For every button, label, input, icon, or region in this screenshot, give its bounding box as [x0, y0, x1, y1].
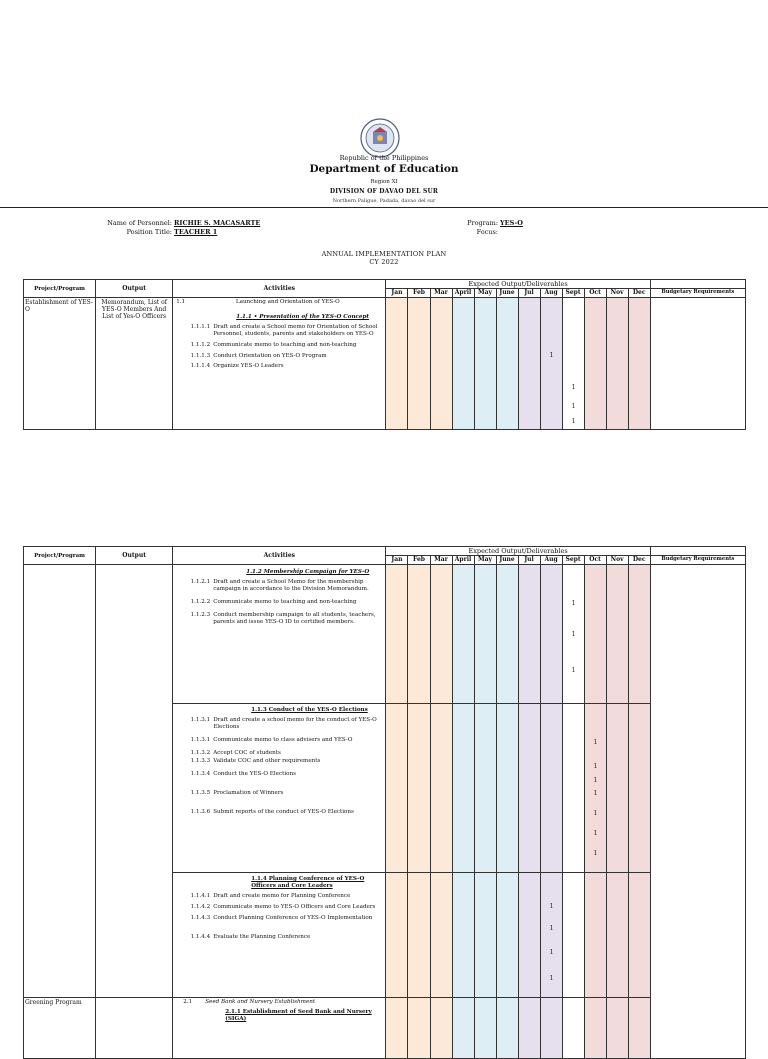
deliverable-mark: 1	[593, 830, 598, 837]
deliverable-mark: 1	[593, 777, 598, 784]
activity-line	[176, 324, 382, 338]
activity-number: 1.1.2.2	[190, 599, 211, 605]
month-cell	[430, 704, 452, 873]
activity-text: Draft and create a School Memo for the membership campaign in accordance to the Division Memorandum.	[213, 579, 369, 592]
activity-line	[176, 790, 382, 797]
activity-number: 1.1.3.2	[190, 750, 211, 756]
month-cell	[606, 298, 628, 430]
project-cell: Establishment of YES-O	[24, 298, 96, 430]
month-cell	[540, 298, 562, 430]
activity-text: Conduct Orientation on YES-O Program	[213, 353, 327, 359]
subactivity-heading: 2.1.1 Establishment of Seed Bank and Nursery (SIGA)	[225, 1009, 372, 1022]
month-cell	[540, 704, 562, 873]
col-expected: Expected Output/Deliverables	[386, 547, 650, 556]
month-cell	[584, 873, 606, 998]
month-header: Aug	[540, 289, 562, 298]
activity-number: 1.1.4.4	[190, 934, 211, 940]
deliverable-mark: 1	[571, 631, 576, 638]
activity-number: 1.1.3.1	[190, 737, 211, 743]
month-cell	[408, 704, 430, 873]
plan-title: ANNUAL IMPLEMENTATION PLAN	[321, 250, 447, 258]
month-cell	[386, 298, 408, 430]
col-output: Output	[96, 280, 173, 298]
activity-line	[176, 934, 382, 941]
month-cell	[452, 565, 474, 704]
activity-line	[176, 737, 382, 744]
month-cell	[496, 704, 518, 873]
deliverable-mark: 1	[593, 850, 598, 857]
deliverable-mark: 1	[593, 739, 598, 746]
month-cell	[628, 704, 650, 873]
personnel-value: RICHIE S. MACASARTE	[174, 219, 261, 227]
month-cell	[628, 998, 650, 1059]
activity-text: Proclamation of Winners	[213, 790, 284, 796]
activity-line	[176, 579, 382, 593]
activity-line	[176, 717, 382, 731]
col-activities: Activities	[173, 280, 386, 298]
section-21-row	[24, 998, 746, 1059]
month-cell	[452, 298, 474, 430]
project-cell: Greening Program	[24, 998, 96, 1059]
month-header: May	[474, 289, 496, 298]
month-cell	[584, 998, 606, 1059]
activity-text: Communicate memo to teaching and non-teaching	[213, 599, 357, 605]
month-header: June	[496, 289, 518, 298]
deliverable-mark: 1	[549, 925, 554, 932]
month-cell	[452, 998, 474, 1059]
month-header: Nov	[606, 289, 628, 298]
activity-text: Organize YES-O Leaders	[213, 363, 284, 369]
col-output: Output	[96, 547, 173, 565]
col-budget: Budgetary Requirements	[650, 556, 745, 565]
activity-number: 1.1.1.1	[190, 324, 211, 330]
activity-text: Draft and create a School memo for Orientation of School Personnel, students, parents and stakeholders on YES-O	[213, 324, 378, 337]
month-cell	[584, 704, 606, 873]
section-heading: 1.1.4 Planning Conference of YES-O Officers and Core Leaders	[251, 876, 365, 889]
month-cell	[628, 873, 650, 998]
deped-seal-icon	[360, 118, 400, 158]
region-text: Region XI	[370, 179, 398, 185]
month-cell	[430, 998, 452, 1059]
month-header: Mar	[430, 556, 452, 565]
activity-text: Conduct the YES-O Elections	[213, 771, 296, 777]
month-cell	[386, 998, 408, 1059]
month-cell	[408, 873, 430, 998]
col-project: Project/Program	[24, 280, 96, 298]
activity-line	[176, 363, 382, 370]
output-cell: Memorandum, List of YES-O Members And List of Yes-O Officers	[96, 298, 173, 430]
month-header: Nov	[606, 556, 628, 565]
deliverable-mark: 1	[571, 600, 576, 607]
activity-line	[176, 915, 382, 922]
deliverable-mark: 1	[593, 810, 598, 817]
activity-number: 1.1.3.5	[190, 790, 211, 796]
month-cell	[408, 565, 430, 704]
activity-line	[176, 342, 382, 349]
month-header: Sept	[562, 289, 584, 298]
month-cell	[518, 998, 540, 1059]
month-header: Oct	[584, 556, 606, 565]
month-cell	[562, 704, 584, 873]
month-cell	[584, 298, 606, 430]
activity-text: Communicate memo to teaching and non-teaching	[213, 342, 357, 348]
month-cell	[430, 873, 452, 998]
month-cell	[496, 873, 518, 998]
month-cell	[430, 298, 452, 430]
month-header: Mar	[430, 289, 452, 298]
month-header: Feb	[408, 289, 430, 298]
activity-text: Evaluate the Planning Conference	[213, 934, 311, 940]
month-cell	[452, 704, 474, 873]
activities-cell	[173, 298, 386, 430]
activity-number: 1.1.1.4	[190, 363, 211, 369]
deliverable-mark: 1	[549, 975, 554, 982]
activity-number: 1.1.2.1	[190, 579, 211, 585]
activity-number: 1.1.2.3	[190, 612, 211, 618]
activity-text: Seed Bank and Nursery Establishment	[205, 999, 316, 1005]
activity-number: 1.1.1.3	[190, 353, 211, 359]
program-value: YES-O	[500, 219, 523, 227]
activity-text: Communicate memo to class advisers and YES-O	[213, 737, 353, 743]
month-cell	[430, 565, 452, 704]
month-header: April	[452, 289, 474, 298]
month-cell	[386, 565, 408, 704]
month-cell	[606, 565, 628, 704]
month-header: Jan	[386, 556, 408, 565]
subactivity-heading: 1.1.1 • Presentation of the YES-O Concept	[236, 314, 369, 320]
deliverable-mark: 1	[593, 790, 598, 797]
col-expected: Expected Output/Deliverables	[386, 280, 650, 289]
activity-number: 1.1.4.1	[190, 893, 211, 899]
activity-line	[176, 353, 382, 360]
deliverable-mark: 1	[571, 403, 576, 410]
deliverable-mark: 1	[593, 763, 598, 770]
activity-number: 1.1.3.3	[190, 758, 211, 764]
activity-line	[176, 599, 382, 606]
activity-text: Conduct Planning Conference of YES-O Implementation	[213, 915, 373, 921]
plan-table-2	[23, 546, 746, 1059]
deliverable-mark: 1	[549, 949, 554, 956]
deliverable-mark: 1	[549, 352, 554, 359]
activity-number: 1.1.4.2	[190, 904, 211, 910]
activity-line	[176, 758, 382, 765]
program-label: Program:	[467, 219, 498, 227]
address-text: Northern Paligue, Padada, davao del sur	[332, 198, 436, 204]
month-cell	[474, 298, 496, 430]
activity-number: 1.1.3.1	[190, 717, 211, 723]
month-cell	[386, 873, 408, 998]
activity-number: 1.1	[176, 299, 186, 305]
activity-line	[176, 809, 382, 816]
month-cell	[562, 565, 584, 704]
activity-number: 1.1.1.2	[190, 342, 211, 348]
position-label: Position Title:	[126, 228, 172, 236]
activity-text: Draft and create a school memo for the conduct of YES-O Elections	[213, 717, 377, 730]
month-cell	[562, 998, 584, 1059]
month-cell	[518, 704, 540, 873]
month-cell	[386, 704, 408, 873]
activity-number: 1.1.3.6	[190, 809, 211, 815]
deliverable-mark: 1	[549, 903, 554, 910]
deliverable-mark: 1	[571, 384, 576, 391]
position-value: TEACHER 1	[174, 228, 218, 236]
col-budget: Budgetary Requirements	[650, 289, 745, 298]
month-cell	[540, 998, 562, 1059]
month-header: Jan	[386, 289, 408, 298]
division-text: DIVISION OF DAVAO DEL SUR	[329, 188, 439, 195]
department-title: Department of Education	[309, 163, 459, 175]
month-header: Oct	[584, 289, 606, 298]
month-cell	[562, 873, 584, 998]
month-header: May	[474, 556, 496, 565]
month-cell	[474, 565, 496, 704]
month-cell	[474, 998, 496, 1059]
month-cell	[518, 565, 540, 704]
activity-text: Launching and Orientation of YES-O	[235, 299, 340, 305]
activity-text: Conduct membership campaign to all students, teachers, parents and issue YES-O ID to certified members.	[213, 612, 376, 625]
activity-line	[176, 893, 382, 900]
section-112-row	[24, 565, 746, 704]
month-header: June	[496, 556, 518, 565]
activity-text: Submit reports of the conduct of YES-O Elections	[213, 809, 354, 815]
activity-line	[176, 750, 382, 757]
month-header: Jul	[518, 289, 540, 298]
month-cell	[628, 298, 650, 430]
republic-text: Republic of the Philippines	[339, 154, 429, 162]
month-cell	[606, 998, 628, 1059]
month-cell	[474, 704, 496, 873]
section-heading: 1.1.3 Conduct of the YES-O Elections	[251, 707, 368, 713]
activity-text: Validate COC and other requirements	[213, 758, 321, 764]
month-header: Feb	[408, 556, 430, 565]
focus-label: Focus:	[476, 228, 498, 236]
month-cell	[628, 565, 650, 704]
activity-text: Accept COC of students	[213, 750, 281, 756]
month-header: Aug	[540, 556, 562, 565]
deliverable-mark: 1	[571, 418, 576, 425]
plan-table-1	[23, 279, 746, 430]
month-cell	[606, 704, 628, 873]
budget-cell	[650, 565, 745, 1059]
activity-line	[176, 612, 382, 626]
month-cell	[540, 565, 562, 704]
month-cell	[452, 873, 474, 998]
month-header: April	[452, 556, 474, 565]
activity-number: 1.1.3.4	[190, 771, 211, 777]
month-header: Jul	[518, 556, 540, 565]
activity-text: Communicate memo to YES-O Officers and Core Leaders	[213, 904, 376, 910]
month-cell	[496, 565, 518, 704]
month-header: Dec	[628, 556, 650, 565]
month-cell	[540, 873, 562, 998]
activity-number: 2.1	[183, 999, 193, 1005]
month-header: Dec	[628, 289, 650, 298]
col-activities: Activities	[173, 547, 386, 565]
plan-year: CY 2022	[369, 258, 399, 266]
month-cell	[562, 298, 584, 430]
activity-number: 1.1.4.3	[190, 915, 211, 921]
month-cell	[408, 298, 430, 430]
section-heading: 1.1.2 Membership Campaign for YES-O	[246, 569, 370, 575]
personnel-label: Name of Personnel:	[107, 219, 172, 227]
month-cell	[496, 298, 518, 430]
deliverable-mark: 1	[571, 667, 576, 674]
month-cell	[518, 298, 540, 430]
month-cell	[584, 565, 606, 704]
month-cell	[474, 873, 496, 998]
month-cell	[518, 873, 540, 998]
month-header: Sept	[562, 556, 584, 565]
header-divider	[0, 207, 768, 208]
month-cell	[606, 873, 628, 998]
activity-line	[176, 904, 382, 911]
activity-text: Draft and create memo for Planning Conference	[213, 893, 351, 899]
month-cell	[496, 998, 518, 1059]
col-project: Project/Program	[24, 547, 96, 565]
activity-line	[176, 771, 382, 778]
budget-cell	[650, 298, 745, 430]
month-cell	[408, 998, 430, 1059]
